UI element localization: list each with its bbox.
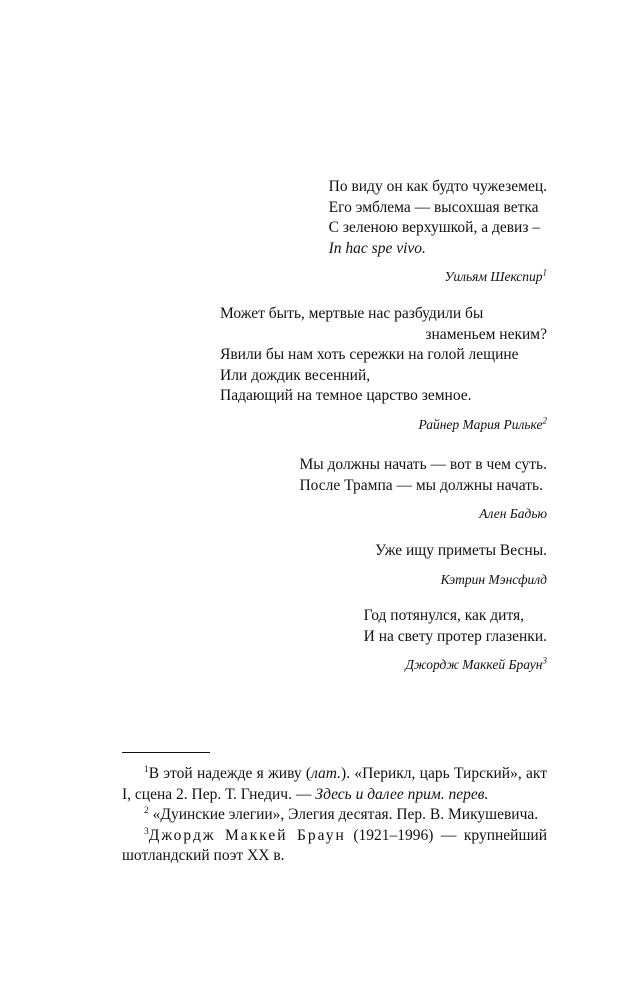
verse-line: Явили бы нам хоть сережки на голой лещине xyxy=(220,346,519,363)
footnote-text-italic: Здесь и далее прим. перев. xyxy=(315,785,489,803)
footnote-mark: 1 xyxy=(144,764,149,775)
epigraph-author xyxy=(329,267,547,288)
footnotes xyxy=(122,764,547,867)
verse-line: Или дождик весенний, xyxy=(220,366,371,384)
verse-line: После Трампа — мы должны начать. xyxy=(299,476,543,494)
verse-line-continued: знаменьем неким? xyxy=(425,325,547,343)
footnote-ref[interactable]: 1 xyxy=(542,267,547,278)
epigraph-brown xyxy=(364,606,547,676)
epigraph-author xyxy=(220,415,547,436)
footnote-text-italic: лат. xyxy=(311,765,342,782)
verse-line: По виду он как будто чужеземец. xyxy=(328,178,547,195)
footnote-3 xyxy=(122,826,547,867)
author-name: Райнер Мария Рильке xyxy=(418,416,543,432)
footnote-divider xyxy=(122,752,210,753)
epigraph-author xyxy=(364,655,547,676)
author-name: Ален Бадью xyxy=(479,506,547,521)
footnote-text: «Дуинские элегии», Элегия десятая. Пер. В. Микушевича. xyxy=(152,806,539,823)
author-name: Уильям Шекспир xyxy=(444,269,543,284)
footnote-2 xyxy=(122,805,547,826)
footnote-text: ). «Перикл, царь Тирский», акт I, сцена 2. Пер. Т. Гнедич. — xyxy=(122,765,547,803)
verse-line: С зеленою верхушкой, а девиз – xyxy=(328,219,541,236)
epigraph-author xyxy=(299,504,547,525)
epigraph-author xyxy=(375,570,547,591)
verse-line: И на свету протер глазенки. xyxy=(363,627,547,645)
verse-line: Год потянулся, как дитя, xyxy=(363,607,525,624)
footnote-mark: 2 xyxy=(144,805,149,816)
verse-line-latin: In hac spe vivo. xyxy=(328,239,426,257)
author-name: Кэтрин Мэнсфилд xyxy=(440,571,547,587)
verse-line: Падающий на темное царство земное. xyxy=(220,387,472,404)
author-name: Джордж Маккей Браун xyxy=(405,657,543,672)
footnote-ref[interactable]: 3 xyxy=(542,655,547,666)
epigraph-rilke xyxy=(220,304,547,435)
epigraph-mansfield xyxy=(375,541,547,590)
verse-line: Его эмблема — высохшая ветка xyxy=(328,198,539,216)
footnote-ref[interactable]: 2 xyxy=(542,415,547,425)
footnote-1 xyxy=(122,764,547,805)
footnote-name-spaced: Джордж Маккей Браун xyxy=(148,826,346,844)
verse-line: Может быть, мертвые нас разбудили бы xyxy=(220,305,484,322)
footnote-text: (1921–1996) — крупнейший шотландский поэт XX в. xyxy=(122,826,547,864)
epigraph-badiou xyxy=(299,455,547,525)
verse-line: Уже ищу приметы Весны. xyxy=(375,542,547,559)
epigraph-shakespeare xyxy=(329,177,547,288)
footnote-mark: 3 xyxy=(144,826,149,837)
footnote-text: В этой надежде я живу ( xyxy=(148,765,312,782)
verse-line: Мы должны начать — вот в чем суть. xyxy=(299,456,547,473)
